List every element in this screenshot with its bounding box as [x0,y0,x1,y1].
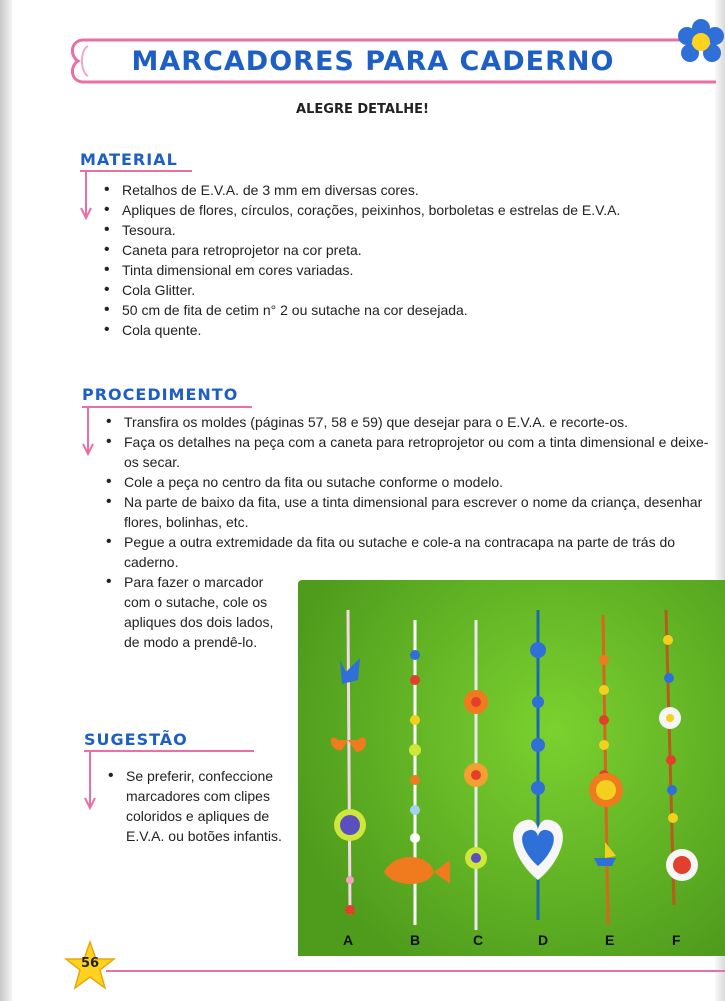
list-item: • Retalhos de E.V.A. de 3 mm em diversas cores. [98,180,698,200]
list-item: • Pegue a outra extremidade da fita ou sutache e cole-a na contracapa na parte de trás do caderno. [100,532,722,572]
material-list [98,180,698,340]
material-heading: MATERIAL [80,150,178,169]
sugestao-underline [84,750,254,752]
subtitle: ALEGRE DETALHE! [296,102,429,117]
list-item: • Caneta para retroprojetor na cor preta. [98,240,698,260]
list-item: • 50 cm de fita de cetim n° 2 ou sutache na cor desejada. [98,300,698,320]
sugestao-heading: SUGESTÃO [84,730,188,749]
arrow-down-icon [80,170,92,222]
photo-label-e: E [605,932,615,948]
list-item: • Apliques de flores, círculos, corações, peixinhos, borboletas e estrelas de E.V.A. [98,200,698,220]
list-item: • Faça os detalhes na peça com a caneta para retroprojetor ou com a tinta dimensional e deixe-os secar. [100,432,722,472]
arrow-down-icon [82,406,94,458]
page-number: 56 [80,956,100,971]
list-item: • Se preferir, confeccione marcadores com clipes coloridos e apliques de E.V.A. ou botões infantis. [102,766,284,846]
page-gutter-shadow [0,0,12,1001]
photo-label-a: A [343,932,354,948]
photo-label-c: C [473,932,484,948]
list-item: • Cola quente. [98,320,698,340]
procedimento-underline [82,406,252,408]
procedimento-heading: PROCEDIMENTO [82,385,239,404]
list-item: • Para fazer o marcador com o sutache, cole os apliques dos dois lados, de modo a prendê-lo. [100,572,284,652]
flower-icon [676,18,725,68]
material-underline [80,170,192,172]
page-title: MARCADORES PARA CADERNO [131,45,615,77]
photo-label-b: B [410,932,421,948]
sugestao-list [102,766,284,846]
list-item: • Transfira os moldes (páginas 57, 58 e 59) que desejar para o E.V.A. e recorte-os. [100,412,722,432]
list-item: • Tinta dimensional em cores variadas. [98,260,698,280]
bookmarks-photo [298,580,725,956]
list-item: • Cole a peça no centro da fita ou sutache conforme o modelo. [100,472,722,492]
list-item: • Cola Glitter. [98,280,698,300]
list-item: • Tesoura. [98,220,698,240]
title-banner [68,36,720,86]
arrow-down-icon [84,750,96,812]
list-item: • Na parte de baixo da fita, use a tinta dimensional para escrever o nome da criança, desenhar flores, bolinhas, etc. [100,492,722,532]
photo-label-f: F [672,932,681,948]
photo-label-d: D [538,932,549,948]
footer-line [106,970,725,972]
